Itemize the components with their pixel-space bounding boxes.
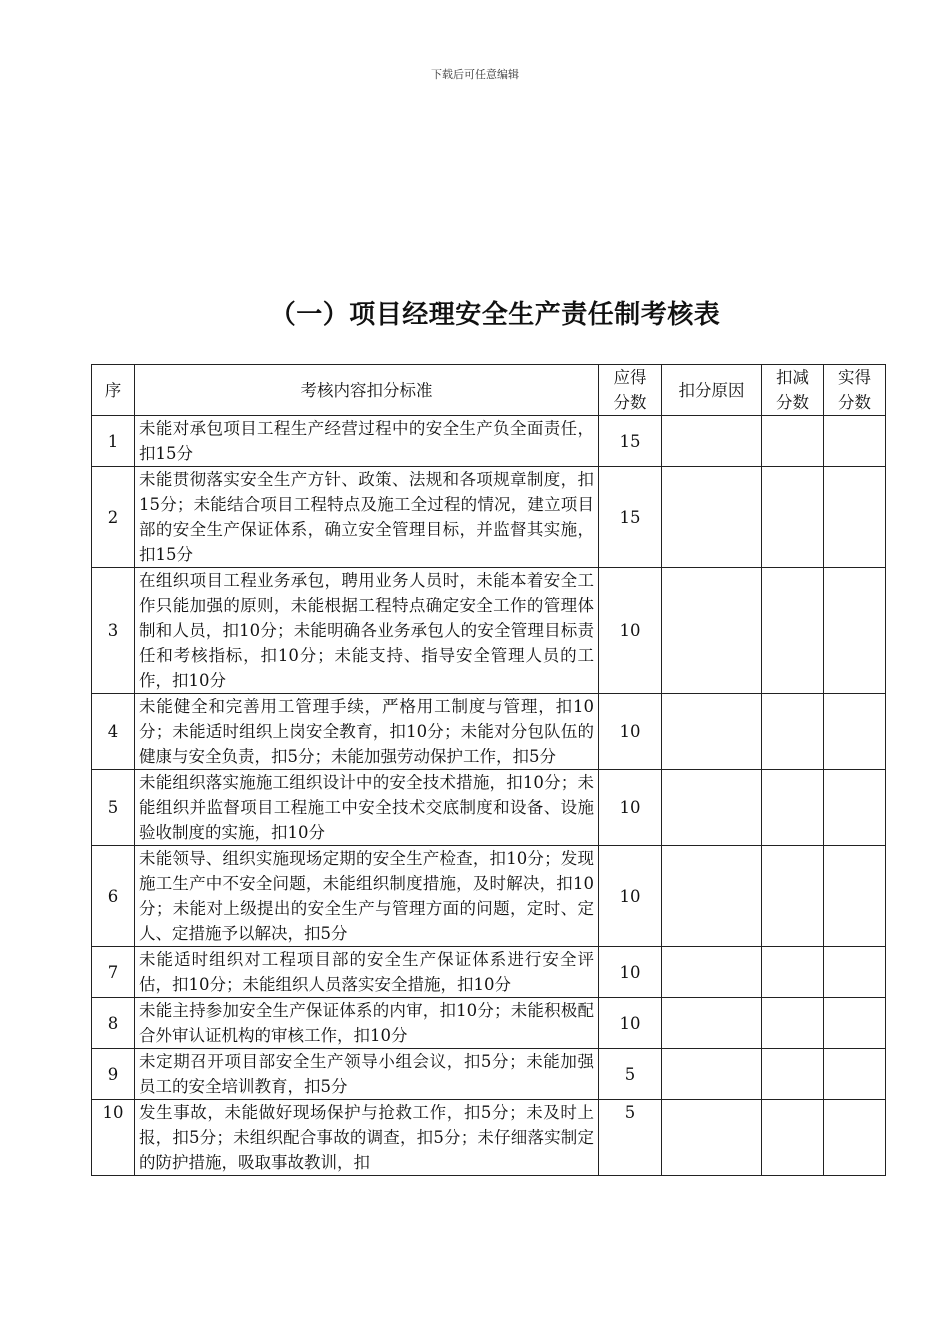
table-row [92,1049,886,1100]
row-deduct-cell[interactable] [762,416,824,467]
row-actual-cell[interactable] [824,770,886,846]
row-score: 10 [599,770,662,846]
row-actual-cell[interactable] [824,416,886,467]
assessment-table [91,364,886,1176]
row-score: 10 [599,947,662,998]
row-number: 3 [92,568,135,694]
row-score: 10 [599,694,662,770]
row-deduct-cell[interactable] [762,467,824,568]
row-number: 8 [92,998,135,1049]
row-reason-cell[interactable] [662,1100,762,1176]
row-actual-cell[interactable] [824,998,886,1049]
row-deduct-cell[interactable] [762,846,824,947]
table-row [92,1100,886,1176]
header-note: 下载后可任意编辑 [431,68,519,81]
row-content: 未能组织落实施施工组织设计中的安全技术措施，扣10分；未能组织并监督项目工程施工中安全技术交底制度和设备、设施验收制度的实施，扣10分 [135,770,599,846]
row-content: 未定期召开项目部安全生产领导小组会议，扣5分；未能加强员工的安全培训教育，扣5分 [135,1049,599,1100]
row-reason-cell[interactable] [662,416,762,467]
row-content: 未能主持参加安全生产保证体系的内审，扣10分；未能积极配合外审认证机构的审核工作，扣10分 [135,998,599,1049]
row-actual-cell[interactable] [824,947,886,998]
row-actual-cell[interactable] [824,694,886,770]
row-actual-cell[interactable] [824,1100,886,1176]
row-actual-cell[interactable] [824,568,886,694]
row-number: 10 [92,1100,135,1176]
row-content: 发生事故，未能做好现场保护与抢救工作，扣5分；未及时上报，扣5分；未组织配合事故的调查，扣5分；未仔细落实制定的防护措施，吸取事故教训，扣 [135,1100,599,1176]
row-reason-cell[interactable] [662,846,762,947]
row-score: 15 [599,467,662,568]
row-content: 未能适时组织对工程项目部的安全生产保证体系进行安全评估，扣10分；未能组织人员落实安全措施，扣10分 [135,947,599,998]
row-deduct-cell[interactable] [762,1049,824,1100]
row-deduct-cell[interactable] [762,947,824,998]
table-row [92,416,886,467]
row-deduct-cell[interactable] [762,770,824,846]
row-content: 未能贯彻落实安全生产方针、政策、法规和各项规章制度，扣15分；未能结合项目工程特点及施工全过程的情况，建立项目部的安全生产保证体系，确立安全管理目标，并监督其实施，扣15分 [135,467,599,568]
row-score: 5 [599,1100,662,1176]
row-score: 10 [599,568,662,694]
row-number: 9 [92,1049,135,1100]
row-deduct-cell[interactable] [762,694,824,770]
row-score: 15 [599,416,662,467]
row-content: 未能对承包项目工程生产经营过程中的安全生产负全面责任，扣15分 [135,416,599,467]
header-deduct: 扣减 分数 [762,365,824,416]
row-reason-cell[interactable] [662,770,762,846]
table-row [92,846,886,947]
table-row [92,998,886,1049]
row-score: 5 [599,1049,662,1100]
row-number: 7 [92,947,135,998]
row-number: 4 [92,694,135,770]
row-reason-cell[interactable] [662,467,762,568]
header-actual: 实得 分数 [824,365,886,416]
row-number: 1 [92,416,135,467]
table-row [92,947,886,998]
table-row [92,694,886,770]
page-title: （一）项目经理安全生产责任制考核表 [269,300,721,330]
row-content: 在组织项目工程业务承包，聘用业务人员时，未能本着安全工作只能加强的原则，未能根据工程特点确定安全工作的管理体制和人员，扣10分；未能明确各业务承包人的安全管理目标责任和考核指标，扣10分；未能支持、指导安全管理人员的工作，扣10分 [135,568,599,694]
header-score: 应得 分数 [599,365,662,416]
row-score: 10 [599,998,662,1049]
header-content: 考核内容扣分标准 [135,365,599,416]
row-content: 未能领导、组织实施现场定期的安全生产检查，扣10分；发现施工生产中不安全问题，未能组织制度措施，及时解决，扣10分；未能对上级提出的安全生产与管理方面的问题，定时、定人、定措施予以解决，扣5分 [135,846,599,947]
row-reason-cell[interactable] [662,947,762,998]
table-header-row [92,365,886,416]
row-reason-cell[interactable] [662,694,762,770]
row-deduct-cell[interactable] [762,998,824,1049]
table-row [92,467,886,568]
table-row [92,770,886,846]
row-number: 6 [92,846,135,947]
row-number: 5 [92,770,135,846]
row-actual-cell[interactable] [824,1049,886,1100]
row-number: 2 [92,467,135,568]
table-row [92,568,886,694]
row-deduct-cell[interactable] [762,568,824,694]
row-deduct-cell[interactable] [762,1100,824,1176]
row-content: 未能健全和完善用工管理手续，严格用工制度与管理，扣10分；未能适时组织上岗安全教育，扣10分；未能对分包队伍的健康与安全负责，扣5分；未能加强劳动保护工作，扣5分 [135,694,599,770]
row-actual-cell[interactable] [824,467,886,568]
row-reason-cell[interactable] [662,568,762,694]
row-reason-cell[interactable] [662,998,762,1049]
header-reason: 扣分原因 [662,365,762,416]
header-seq: 序 [92,365,135,416]
row-actual-cell[interactable] [824,846,886,947]
row-score: 10 [599,846,662,947]
row-reason-cell[interactable] [662,1049,762,1100]
